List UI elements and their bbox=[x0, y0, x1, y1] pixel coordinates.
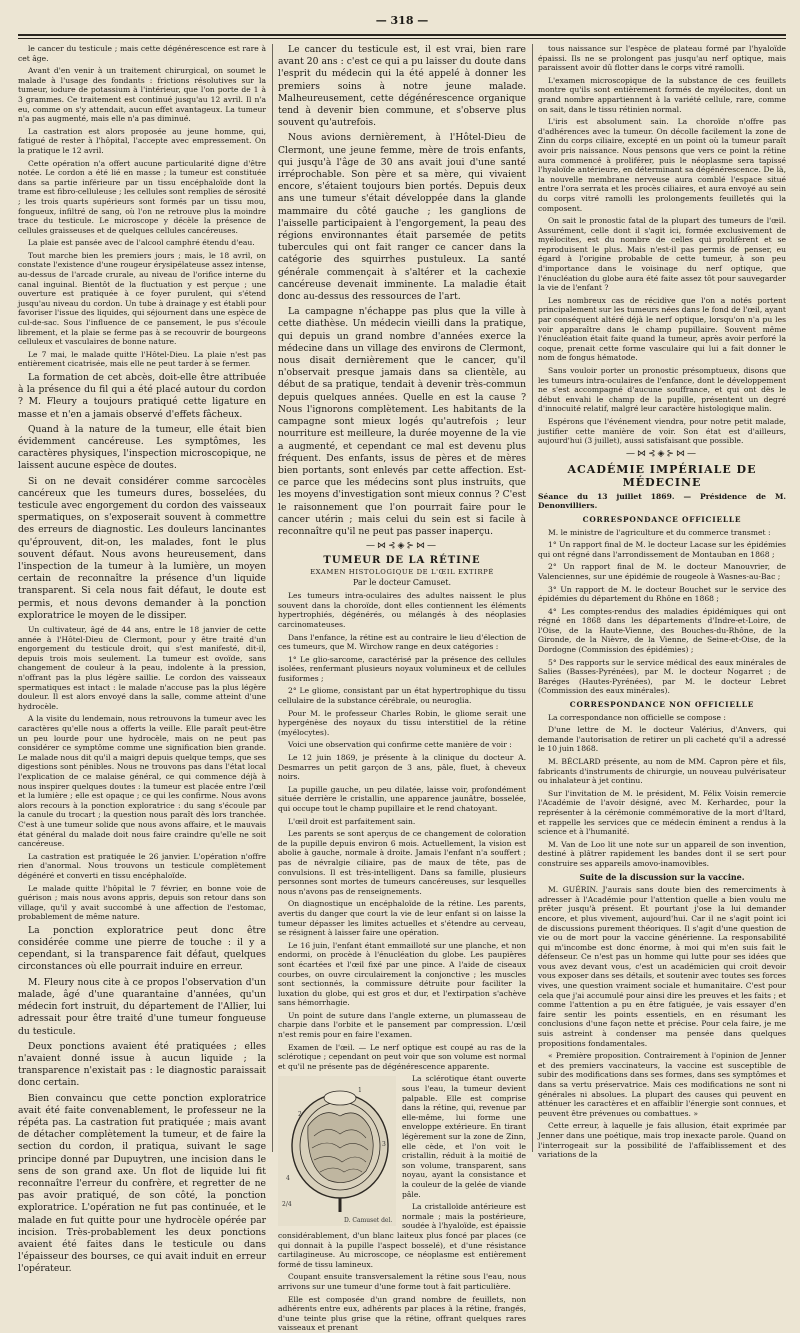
paragraph: Quand à la nature de la tumeur, elle était bien évidemment cancéreuse. Les symptômes, les caractères physiques, l'inspection microscopique, ne laissent aucune espèce de doutes. bbox=[18, 423, 266, 472]
article-byline: Par le docteur Camuset. bbox=[352, 578, 452, 588]
paragraph: Un point de suture dans l'angle externe, un plumasseau de charpie dans l'orbite et le pansement par compression. L'œil n'est remis pour en faire l'examen. bbox=[278, 1010, 526, 1040]
paragraph: Pour M. le professeur Charles Robin, le gliome serait une hypergénèse des noyaux du tissu interstitiel de la rétine (myélocytes). bbox=[278, 708, 526, 737]
paragraph: 1° Un rapport final de M. le docteur Lacase sur les épidémies qui ont régné dans l'arrondissement de Montauban en 1868 ; bbox=[538, 540, 786, 559]
col1-small-text bbox=[18, 44, 266, 369]
col2-large-text bbox=[278, 44, 526, 538]
paragraph: tous naissance sur l'espèce de plateau formé par l'hyaloïde épaissi. Ils ne se prolongent pas jusqu'au nerf optique, mais paraissent avoir dû flotter dans le corps vitré ramolli. bbox=[538, 44, 786, 73]
paragraph: 2° Le gliome, consistant par un état hypertrophique du tissu cellulaire de la substance cérébrale, ou neuroglia. bbox=[278, 686, 526, 706]
figure-label-4: 4 bbox=[286, 1175, 290, 1183]
paragraph: D'une lettre de M. le docteur Valérius, d'Anvers, qui demande l'autorisation de retirer un pli cacheté qu'il a adressé le 10 juin 1868. bbox=[538, 725, 786, 754]
column-1 bbox=[18, 44, 266, 1275]
paragraph: On diagnostique un encéphaloïde de la rétine. Les parents, avertis du danger que court la vie de leur enfant si on laisse la tumeur dépasser les limites actuelles et s'étendre au cerveau, se résignent à laisser faire une opération. bbox=[278, 899, 526, 938]
section-heading: CORRESPONDANCE OFFICIELLE bbox=[582, 514, 742, 524]
column-3 bbox=[538, 44, 786, 1160]
paragraph: Cette opération n'a offert aucune particularité digne d'être notée. Le cordon a été lié en masse ; la tumeur est constituée dans sa partie inférieure par un tissu encéphaloïde dont la trame est fibro-celluleuse ; les cellules sont remplies de sérosité ; les trois quarts supérieurs sont formés par un tissu mou, fongueux, infiltré de sang, où l'on ne retrouve plus la moindre trace du testicule. Le microscope y décèle la présence de cellules graisseuses et de quelques cellules cancéreuses. bbox=[18, 158, 266, 235]
ornament-divider: —⋈⊰◈⊱⋈— bbox=[365, 541, 438, 552]
columns bbox=[18, 44, 786, 1333]
column-rule-left bbox=[272, 44, 273, 1152]
paragraph: La castration est alors proposée au jeune homme, qui, fatigué de rester à l'hôpital, l'accepte avec empressement. On la pratique le 12 avril. bbox=[18, 126, 266, 155]
col1-large-text bbox=[18, 372, 266, 622]
article-body bbox=[278, 591, 526, 1333]
paragraph: Si on ne devait considérer comme sarcocèles cancéreux que les tumeurs dures, bosselées, du testicule avec engorgement du cordon des vaisseaux spermatiques, on s'exposerait souvent à commettre des erreurs de diagnostic. Les douleurs lancinantes qu'éprouvent, dit-on, les malades, font le plus souvent défaut. Nous avons heureusement, dans l'inspection de la tumeur à la lumière, un moyen certain de reconnaître la présence d'un liquide transparent. Si cela nous fait défaut, le doute est permis, et nous devons demander à la ponction exploratrice le moyen de le dissiper. bbox=[18, 475, 266, 621]
section-heading: Suite de la discussion sur la vaccine. bbox=[579, 871, 745, 882]
figure-label-1: 1 bbox=[358, 1087, 362, 1095]
paragraph: L'iris est absolument sain. La choroïde n'offre pas d'adhérences avec la tumeur. On décolle facilement la zone de Zinn du corps ciliaire, excepté en un point où la tumeur paraît avoir pris naissance. Nous pensons que vers ce point la rétine aura commencé à proliférer, puis le néoplasme sera tapissé l'hyaloïde antérieure, en déterminant sa dégénérescence. De là, la nouvelle membrane nerveuse aura comblé l'espace situé entre l'ora serrata et les procès ciliaires, et aura envoyé au sein du corps vitré ramolli les prolongements feuilletés qui la composent. bbox=[538, 117, 786, 213]
header-rule-thin bbox=[18, 38, 786, 39]
paragraph: La sclérotique étant ouverte sous l'eau, la tumeur devient palpable. Elle est comprise dans la rétine, qui, revenue par elle-même, lui forme une enveloppe extérieure. En tirant légèrement sur la zone de Zinn, elle cède, et l'on voit le cristallin, réduit à la moitié de son volume, transparent, sans noyau, ayant la consistance et la couleur de la gelée de viande pâle. bbox=[402, 1074, 526, 1199]
paragraph: Espérons que l'événement viendra, pour notre petit malade, justifier cette manière de voir. Son état est d'ailleurs, aujourd'hui (3 juillet), aussi satisfaisant que possible. bbox=[538, 416, 786, 446]
newspaper-page bbox=[18, 14, 786, 1333]
col3-continued-text bbox=[538, 44, 786, 446]
academy-body bbox=[538, 515, 786, 1160]
paragraph: M. Fleury nous cite à ce propos l'observation d'un malade, âgé d'une quarantaine d'années, qu'un médecin fort instruit, du département de l'Allier, lui adressait pour être traité d'une tumeur fongueuse du testicule. bbox=[18, 976, 266, 1037]
paragraph: La pupille gauche, un peu dilatée, laisse voir, profondément située derrière le cristallin, une apparence jaunâtre, bosselée, qui occupe tout le champ pupillaire et le rend chatoyant. bbox=[278, 784, 526, 813]
paragraph: La correspondance non officielle se compose : bbox=[548, 712, 726, 722]
paragraph: Cette erreur, à laquelle je fais allusion, était exprimée par Jenner dans une poétique, mais trop inexacte parole. Quand on l'interrogeait sur la possibilité de l'affaiblissement et des variations de la bbox=[538, 1121, 786, 1160]
academy-title: ACADÉMIE IMPÉRIALE DE MÉDECINE bbox=[567, 462, 757, 489]
figure-scale-label: 2/4 bbox=[282, 1201, 292, 1209]
paragraph: L'œil droit est parfaitement sain. bbox=[288, 816, 416, 826]
article-subtitle: EXAMEN HISTOLOGIQUE DE L'ŒIL EXTIRPÉ bbox=[310, 568, 494, 577]
paragraph: 4° Les comptes-rendus des maladies épidémiques qui ont régné en 1868 dans les départements d'Indre-et-Loire, de l'Oise, de la Haute-Vienne, des Bouches-du-Rhône, de la Gironde, de la Nièvre, de la Vienne, de Seine-et-Oise, de la Dordogne (Commission des épidémies) ; bbox=[538, 606, 786, 655]
col1-conclusion-text bbox=[18, 925, 266, 1276]
paragraph: La castration est pratiquée le 26 janvier. L'opération n'offre rien d'anormal. Nous trouvons un testicule complètement dégénéré et converti en tissu encéphaloïde. bbox=[18, 851, 266, 880]
academy-session: Séance du 13 juillet 1869. — Présidence de M. Denonvilliers. bbox=[538, 491, 786, 511]
page-header bbox=[18, 14, 786, 36]
paragraph: On sait le pronostic fatal de la plupart des tumeurs de l'œil. Assurément, celle dont il s'agit ici, formée exclusivement de myélocites, est du nombre de celles qui prolifèrent et se reproduisent le plus. Mais n'est-il pas permis de penser, eu égard à l'origine probable de cette tumeur, à son peu d'importance dans le voisinage du nerf optique, que l'énucléation du globe aura été faite assez tôt pour sauvegarder la vie de l'enfant ? bbox=[538, 216, 786, 293]
article-title: TUMEUR DE LA RÉTINE bbox=[323, 555, 481, 567]
page-number: — 318 — bbox=[375, 14, 429, 27]
paragraph: le cancer du testicule ; mais cette dégénérescence est rare à cet âge. bbox=[18, 44, 266, 63]
paragraph: Sur l'invitation de M. le président, M. Félix Voisin remercie l'Académie de l'avoir désigné, avec M. Kerhardec, pour la représenter à la cérémonie commémorative de la mort d'Itard, et rappelle les services que ce médecin éminent a rendus à la science et à l'humanité. bbox=[538, 788, 786, 837]
paragraph: Les nombreux cas de récidive que l'on a notés portent principalement sur les tumeurs nées dans le fond de l'œil, ayant par conséquent altéré déjà le nerf optique, lorsqu'on n'a pu les voir apparaître dans le champ pupillaire. Souvent même l'énucléation était faite quand la tumeur, après avoir perforé la coque, prenait cette forme vasculaire qui lui a fait donner le nom de fongus hématode. bbox=[538, 295, 786, 363]
paragraph: La cristalloïde antérieure est normale ; mais la postérieure, soudée à l'hyaloïde, est épaissie considérablement, d'un blanc laiteux plus foncé par places (ce qui donnait à la pupille l'aspect bosselé), et d'une résistance cartilagineuse. Au microscope, ce néoplasme est entièrement formé de tissu lamineux. bbox=[278, 1202, 526, 1269]
paragraph: Examen de l'œil. — Le nerf optique est coupé au ras de la sclérotique ; cependant on peut voir que son volume est normal et qu'il ne présente pas de dégénérescence apparente. bbox=[278, 1042, 526, 1071]
column-2 bbox=[278, 44, 526, 1333]
paragraph: Elle est composée d'un grand nombre de feuillets, non adhérents entre eux, adhérents par places à la rétine, frangés, d'une teinte plus grise que la rétine, offrant quelques rares vaisseaux et prenant bbox=[278, 1294, 526, 1333]
paragraph: Sans vouloir porter un pronostic présomptueux, disons que les tumeurs intra-oculaires de l'enfance, dont le développement ne s'est accompagné d'aucune souffrance, et qui ont dès le début envahi le champ de la pupille, présentent un degré d'innocuité relatif, malgré leur caractère histologique malin. bbox=[538, 366, 786, 414]
paragraph: M. Van de Loo lit une note sur un appareil de son invention, destiné à plâtrer rapidement les bandes dont il se sert pour construire ses appareils amovo-inamovibles. bbox=[538, 839, 786, 868]
paragraph: Tout marche bien les premiers jours ; mais, le 18 avril, on constate l'existence d'une rougeur érysipélateuse assez intense, au-dessus de l'arcade crurale, au niveau de l'orifice interne du canal inguinal. Bientôt de la fluctuation y est perçue ; une ouverture est pratiquée à ce foyer purulent, qui s'étend jusqu'au niveau du cordon. Un tube à drainage y est établi pour favoriser l'issue des liquides, qui séjournent dans une espèce de cul-de-sac. Sous l'influence de ce pansement, le pus s'écoule librement, et la plaie se ferme pas à se recouvrir de bourgeons celluleux et vasculaires de bonne nature. bbox=[18, 250, 266, 347]
paragraph: M. le ministre de l'agriculture et du commerce transmet : bbox=[548, 527, 771, 537]
paragraph: La plaie est pansée avec de l'alcool camphré étendu d'eau. bbox=[28, 238, 255, 248]
paragraph: 2° Un rapport final de M. le docteur Manouvrier, de Valenciennes, sur une épidémie de rougeole à Wasnes-au-Bac ; bbox=[538, 562, 786, 581]
paragraph: Le 16 juin, l'enfant étant emmailloté sur une planche, et non endormi, on procède à l'énucléation du globe. Les paupières sont écartées et l'œil fixé par une pince. A l'aide de ciseaux courbes, on ouvre circulairement la conjonctive ; les muscles sont sectionnés, la commissure détruite pour faciliter la luxation du globe, qui est gros et dur, et l'extirpation s'achève sans hémorrhagie. bbox=[278, 940, 526, 1008]
figure-block bbox=[278, 1074, 526, 1269]
paragraph: Un cultivateur, âgé de 44 ans, entre le 18 janvier de cette année à l'Hôtel-Dieu de Clermont, pour y être traité d'un engorgement du testicule droit, qui s'est manifesté, dit-il, depuis trois mois seulement. La tumeur est ovoïde, sans changement de couleur à la peau, indolente à la pression, n'offrant pas la plus légère saillie. Le cordon des vaisseaux spermatiques est intact : le malade n'accuse pas la plus légère douleur. Il est alors envoyé dans la salle, comme atteint d'une hydrocèle. bbox=[18, 625, 266, 711]
paragraph: Le malade quitte l'hôpital le 7 février, en bonne voie de guérison ; mais nous avons appris, depuis son retour dans son village, qu'il y avait succombé à une affection de l'estomac, probablement de même nature. bbox=[18, 883, 266, 922]
paragraph: Le 12 juin 1869, je présente à la clinique du docteur A. Desmarres un petit garçon de 3 ans, pâle, fluet, à cheveux noirs. bbox=[278, 753, 526, 782]
paragraph: Bien convaincu que cette ponction exploratrice avait été faite convenablement, le professeur ne la répéta pas. La castration fut pratiquée ; mais avant de détacher complètement la tumeur, et de faire la section du cordon, il pratiqua, suivant le sage principe donné par Dupuytren, une incision dans le sens de son grand axe. Un flot de liquide lui fit reconnaître l'erreur du confrère, et regretter de ne pas avoir pratiqué, de son côté, la ponction exploratrice. L'opération ne fut pas continuée, et le malade en fut quitte pour une hydrocèle opérée par incision. Très-probablement les deux ponctions avaient été faites dans le testicule ou dans l'épaisseur des bourses, ce qui avait induit en erreur l'opérateur. bbox=[18, 1092, 266, 1275]
paragraph: « Première proposition. Contrairement à l'opinion de Jenner et des premiers vaccinateurs, la vaccine est susceptible de subir des modifications dans ses formes, dans ses symptômes et dans sa vertu préservatrice. Mais ces modifications ne sont ni générales ni absolues. La plupart des causes qui peuvent en atténuer les caractères et en affaiblir l'énergie sont connues, et peuvent être prévenues ou combattues. » bbox=[538, 1051, 786, 1118]
paragraph: M. GUÉRIN. J'aurais sans doute bien des remerciments à adresser à l'Académie pour l'attention quelle a bien voulu me prêter jusqu'à présent. Et pourtant j'ose la lui demander encore, et plus vivement, aujourd'hui. Car il ne s'agit point ici de discussions purement théoriques. Il s'agit d'une question de vie ou de mort pour la vaccine générienne. La responsabilité qui m'incombe est donc énorme, à moi qui m'en suis fait le défenseur. Ce n'est pas un homme qui lutte pour ses idées que vous avez devant vous, c'est un académicien qui croit devoir vous exposer dans ses détails, et soutenir avec toutes ses forces vives, une question vraiment sociale et humanitaire. C'est pour cela que j'ai accumulé pour ainsi dire les preuves et les faits ; et comme l'attention a pu en être fatiguée, je vais essayer d'en faire sentir les points essentiels, en en résumant les conclusions d'une façon nette et précise. Pour cela faire, je me suis astreint à condenser ma pensée dans quelques propositions fondamentales. bbox=[538, 885, 786, 1048]
figure-engraver-signature: D. Camuset del. bbox=[344, 1217, 393, 1225]
paragraph: A la visite du lendemain, nous retrouvons la tumeur avec les caractères qu'elle nous a offerts la veille. Elle paraît peut-être un peu lourde pour une hydrocèle, mais on ne peut pas considérer ce symptôme comme une signification bien grande. Le malade nous dit qu'il a maigri depuis quelque temps, que ses digestions sont pénibles. Nous ne trouvons pas dans l'état local l'explication de ce malaise général, ce qui commence déjà à nous inspirer quelques doutes : la tumeur est placée entre l'œil et la lumière ; elle est opaque ; ce qui les confirme. Nous avons alors recours à la ponction exploratrice : du sang s'écoule par la canule du trocart ; la question nous paraît dès lors tranchée. C'est à une tumeur solide que nous avons affaire, et le mauvais état général du malade doit nous faire craindre qu'elle ne soit cancéreuse. bbox=[18, 714, 266, 849]
paragraph: La campagne n'échappe pas plus que la ville à cette diathèse. Un médecin vieilli dans la pratique, qui depuis un grand nombre d'années exerce la médecine dans un village des environs de Clermont, nous disait dernièrement que le cancer, qu'il n'observait presque jamais dans sa clientèle, au début de sa pratique, tendait à devenir très-commun depuis quelques années. Quelle en est la cause ? Nous l'ignorons complètement. Les habitants de la campagne sont mieux logés qu'autrefois ; leur nourriture est meilleure, la durée moyenne de la vie a augmenté, et cependant ce mal est devenu plus fréquent. Des enfants, issus de pères et de mères bien portants, sont enlevés par cette affection. Est-ce parce que les médecins sont plus instruits, que les moyens d'investigation sont mieux connus ? C'est le raisonnement que l'on pourrait faire pour le cancer utérin ; mais celui du sein est si facile à reconnaître qu'il ne peut pas passer inaperçu. bbox=[278, 306, 526, 537]
col1-observation-text bbox=[18, 625, 266, 922]
figure-label-3: 3 bbox=[382, 1141, 386, 1149]
ornament-divider: —⋈⊰◈⊱⋈— bbox=[625, 448, 698, 459]
paragraph: La ponction exploratrice peut donc être considérée comme une pierre de touche : il y a cependant, si la transparence fait défaut, quelques circonstances où elle pourrait induire en erreur. bbox=[18, 924, 266, 973]
paragraph: Le cancer du testicule est, il est vrai, bien rare avant 20 ans : c'est ce qui a pu laisser du doute dans l'esprit du médecin qui la été appelé à donner les premiers soins à notre jeune malade. Malheureusement, cette dégénérescence organique tend à devenir bien commune, et s'observe plus souvent qu'autrefois. bbox=[278, 44, 526, 129]
paragraph: Nous avions dernièrement, à l'Hôtel-Dieu de Clermont, une jeune femme, mère de trois enfants, qui jusqu'à l'âge de 30 ans avait joui d'une santé irréprochable. Son père et sa mère, qui vivaient encore, s'étaient toujours bien portés. Depuis deux ans une tumeur s'était développée dans la glande mammaire du côté gauche ; les ganglions de l'aisselle participaient à l'engorgement, la peau des régions environnantes était parsemée de petits tubercules qui ont fait ranger ce cancer dans la catégorie des squirrhes pustuleux. La santé générale commençait à s'altérer et la cachexie cancéreuse devenait imminente. La maladie était donc au-dessus des ressources de l'art. bbox=[278, 132, 526, 303]
paragraph: Les parents se sont aperçus de ce changement de coloration de la pupille depuis environ 6 mois. Actuellement, la vision est abolie à gauche, normale à droite. Jamais l'enfant n'a souffert ; pas de névralgie ciliaire, pas de maux de tête, pas de convulsions. Il est très-intelligent. Dans sa famille, plusieurs personnes sont mortes de tumeurs cancéreuses, sur lesquelles nous n'avons pas de renseignements. bbox=[278, 829, 526, 896]
eye-tumor-engraving bbox=[278, 1076, 396, 1226]
paragraph: Voici une observation qui confirme cette manière de voir : bbox=[288, 740, 512, 750]
paragraph: L'examen microscopique de la substance de ces feuillets montre qu'ils sont entièrement formés de myélocites, dont un grand nombre appartiennent à la variété cellule, rare, comme on sait, dans le tissu rétinien normal. bbox=[538, 75, 786, 114]
paragraph: M. BÉCLARD présente, au nom de MM. Capron père et fils, fabricants d'instruments de chirurgie, un nouveau pulvérisateur ou inhalateur à jet continu. bbox=[538, 757, 786, 786]
paragraph: 5° Des rapports sur le service médical des eaux minérales de Salies (Basses-Pyrénées), par M. le docteur Nogarret ; de Baréges (Hautes-Pyrénées), par M. le docteur Lebret (Commission des eaux minérales). bbox=[538, 657, 786, 696]
paragraph: Dans l'enfance, la rétine est au contraire le lieu d'élection de ces tumeurs, que M. Wirchow range en deux catégories : bbox=[278, 632, 526, 652]
paragraph: Les tumeurs intra-oculaires des adultes naissent le plus souvent dans la choroïde, dont elles contiennent les éléments hypertrophiés, dégénérés, ou mélangés à des néoplasies carcinomateuses. bbox=[278, 591, 526, 629]
column-rule-right bbox=[532, 44, 533, 1152]
paragraph: Coupant ensuite transversalement la rétine sous l'eau, nous arrivons sur une tumeur d'une forme tout à fait particulière. bbox=[278, 1272, 526, 1291]
paragraph: 3° Un rapport de M. le docteur Bouchet sur le service des épidémies du département du Rhône en 1868 ; bbox=[538, 584, 786, 604]
figure-label-2: 2 bbox=[298, 1111, 302, 1119]
section-heading: CORRESPONDANCE NON OFFICIELLE bbox=[569, 700, 755, 710]
paragraph: Le 7 mai, le malade quitte l'Hôtel-Dieu. La plaie n'est pas entièrement cicatrisée, mais elle ne peut tarder à se fermer. bbox=[18, 349, 266, 369]
paragraph: 1° Le glio-sarcome, caractérisé par la présence des cellules isolées, renfermant plusieurs noyaux volumineux et de cellules fusiformes ; bbox=[278, 654, 526, 683]
paragraph: Deux ponctions avaient été pratiquées ; elles n'avaient donné issue à aucun liquide ; la transparence n'existait pas : le diagnostic paraissait donc certain. bbox=[18, 1040, 266, 1089]
header-rule bbox=[18, 34, 786, 36]
paragraph: La formation de cet abcès, doit-elle être attribuée à la présence du fil qui a été placé autour du cordon ? M. Fleury a toujours pratiqué cette ligature en masse et n'en a jamais observé d'effets fâcheux. bbox=[18, 372, 266, 420]
paragraph: Avant d'en venir à un traitement chirurgical, on soumet le malade à l'usage des fondants : frictions résolutives sur la tumeur, iodure de potassium à l'intérieur, que l'on porte de 1 à 3 grammes. Ce traitement est continué jusqu'au 12 avril. Il n'a eu, comme on s'y attendait, aucun effet avantageux. La tumeur n'a pas augmenté, mais elle n'a pas diminué. bbox=[18, 66, 266, 124]
